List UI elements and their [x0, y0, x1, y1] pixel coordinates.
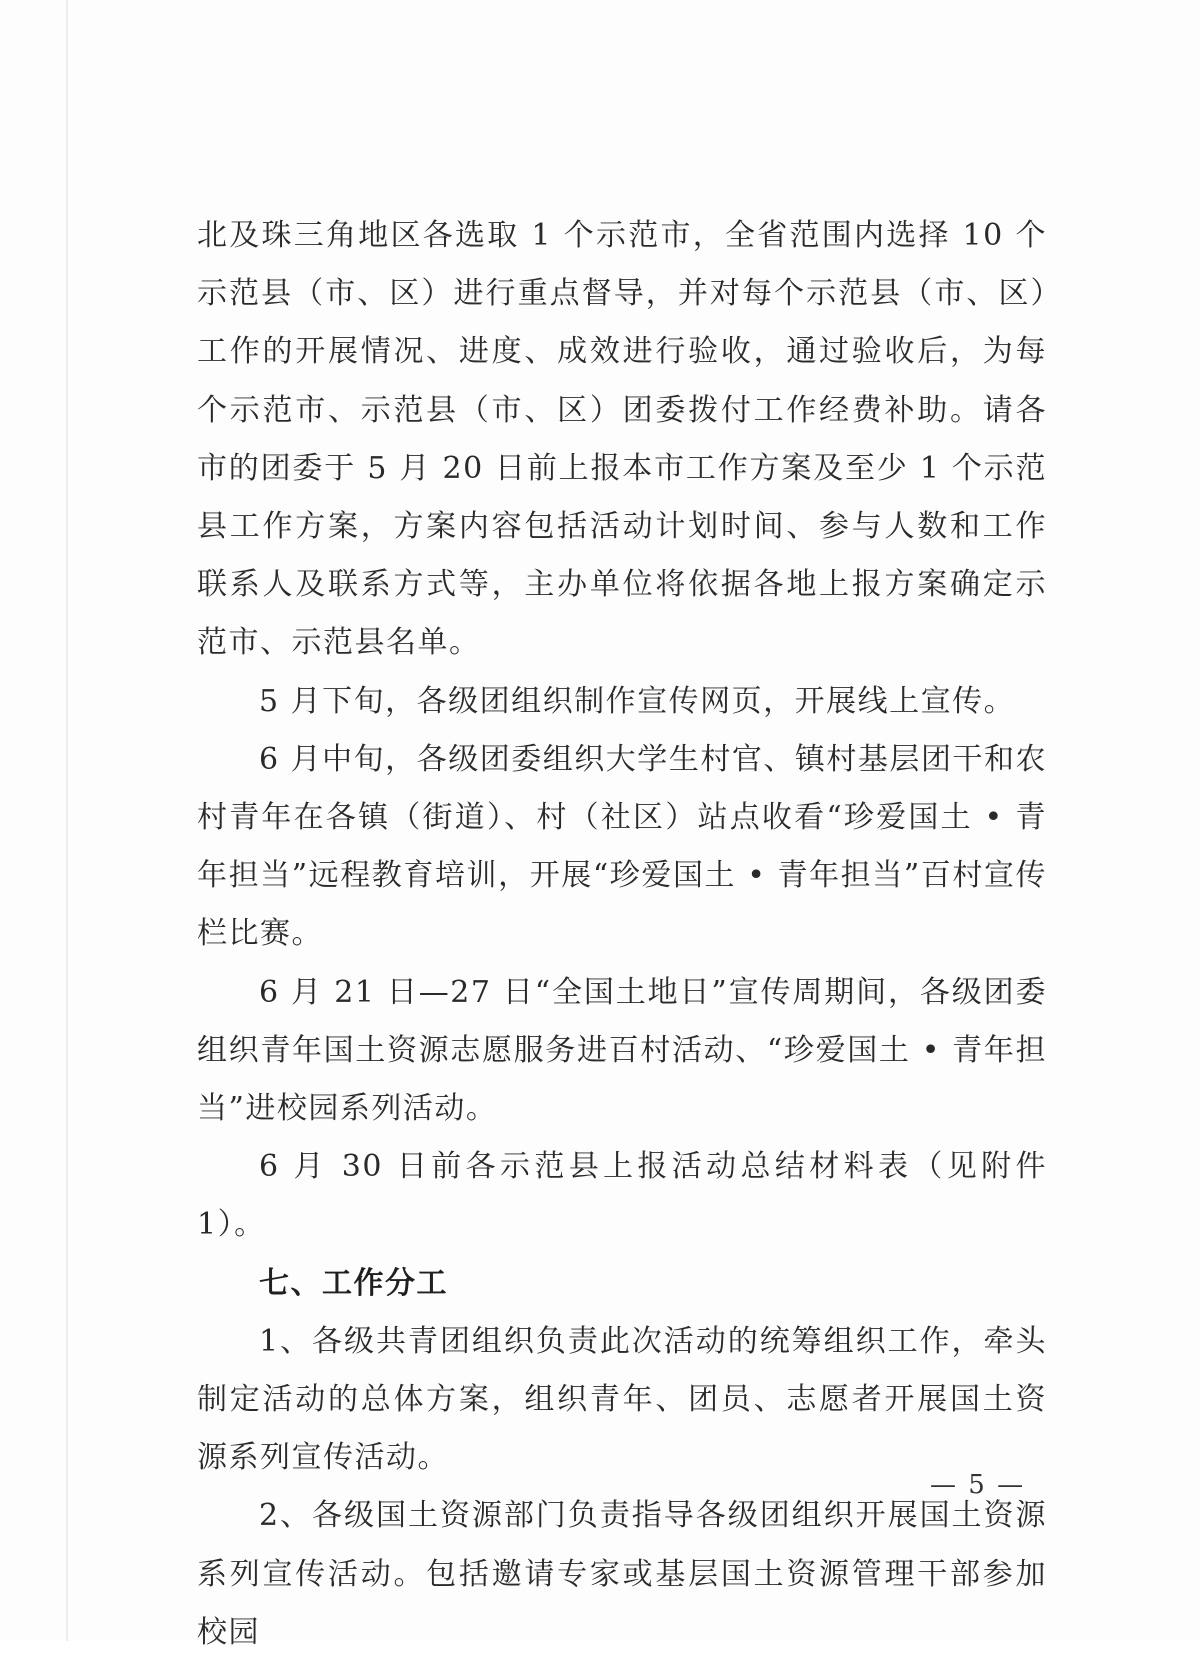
paragraph-june-30: 6 月 30 日前各示范县上报活动总结材料表（见附件 1）。 [197, 1149, 1047, 1243]
page-number: — 5 — [930, 1470, 1026, 1500]
scan-edge-line [66, 0, 68, 1641]
paragraph-continuation: 北及珠三角地区各选取 1 个示范市，全省范围内选择 10 个示范县（市、区）进行重点督导，并对每个示范县（市、区）工作的开展情况、进度、成效进行验收，通过验收后，为每个示范市、示范县（市、区）团委拨付工作经费补助。请各市的团委于 5 月 20 日前上报本市工作方案及至少 1 个示范县工作方案，方案内容包括活动计划时间、参与人数和工作联系人及联系方式等，主办单位将依据各地上报方案确定示范市、示范县名单。 [197, 218, 1047, 661]
paragraph-mid-june: 6 月中旬，各级团委组织大学生村官、镇村基层团干和农村青年在各镇（街道）、村（社区）站点收看“珍爱国土 • 青年担当”远程教育培训，开展“珍爱国土 • 青年担当”百村宣传栏比赛。 [197, 741, 1047, 952]
paragraph-late-may: 5 月下旬，各级团组织制作宣传网页，开展线上宣传。 [259, 683, 1016, 719]
paragraph-item-2: 2、各级国土资源部门负责指导各级团组织开展国土资源系列宣传活动。包括邀请专家或基层国土资源管理干部参加校园 [197, 1498, 1047, 1650]
section-heading-division-of-work: 七、工作分工 [259, 1265, 448, 1301]
paragraph-item-1: 1、各级共青团组织负责此次活动的统筹组织工作，牵头制定活动的总体方案，组织青年、团员、志愿者开展国土资源系列宣传活动。 [197, 1323, 1047, 1476]
paragraph-land-day-week: 6 月 21 日—27 日“全国土地日”宣传周期间，各级团委组织青年国土资源志愿服务进百村活动、“珍爱国土 • 青年担当”进校园系列活动。 [197, 974, 1047, 1127]
document-body [197, 207, 1047, 1662]
